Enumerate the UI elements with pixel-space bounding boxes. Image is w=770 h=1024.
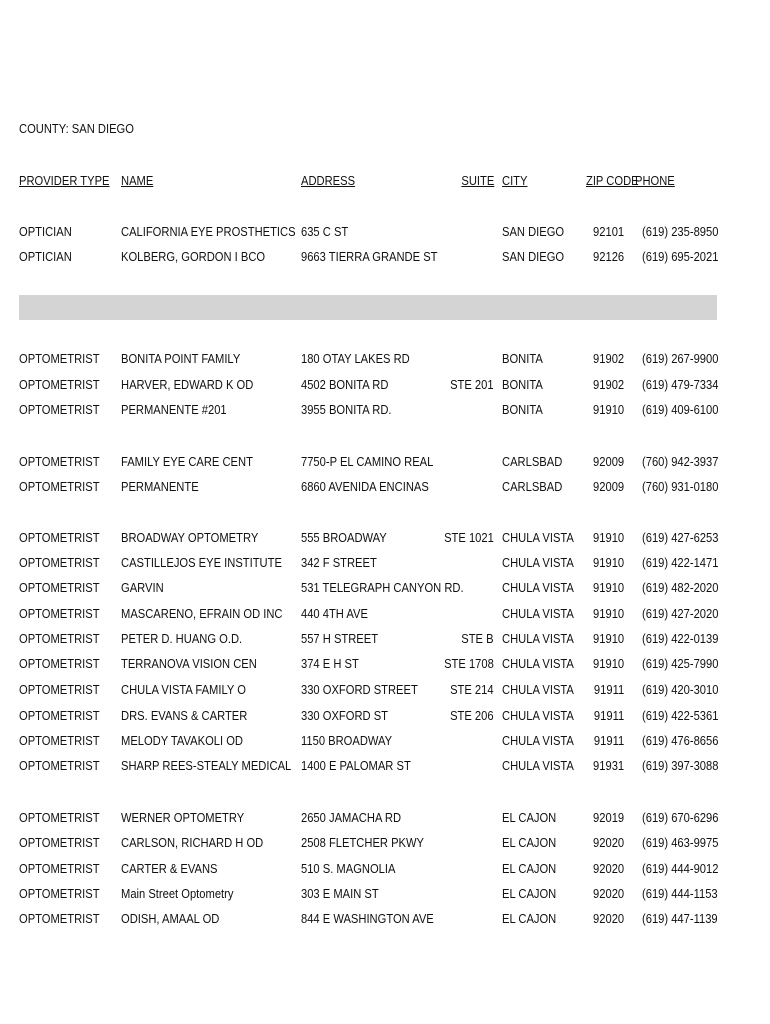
- provider-type-cell: OPTOMETRIST: [19, 580, 100, 595]
- suite-cell: STE 201: [450, 377, 494, 392]
- table-row: [0, 224, 770, 240]
- city-cell: CHULA VISTA: [502, 580, 574, 595]
- address-cell: 303 E MAIN ST: [301, 886, 379, 901]
- address-cell: 3955 BONITA RD.: [301, 402, 392, 417]
- city-cell: CHULA VISTA: [502, 606, 574, 621]
- zip-cell: 91910: [592, 580, 624, 595]
- zip-cell: 92020: [592, 911, 624, 926]
- table-row: [0, 656, 770, 672]
- zip-cell: 91910: [592, 631, 624, 646]
- suite-cell: STE 206: [450, 708, 494, 723]
- zip-cell: 92126: [592, 249, 624, 264]
- address-cell: 531 TELEGRAPH CANYON RD.: [301, 580, 464, 595]
- phone-cell: (760) 942-3937: [642, 454, 719, 469]
- name-cell: CHULA VISTA FAMILY O: [121, 682, 246, 697]
- name-cell: PETER D. HUANG O.D.: [121, 631, 243, 646]
- table-row: [0, 758, 770, 774]
- table-row: [0, 911, 770, 927]
- city-cell: CHULA VISTA: [502, 656, 574, 671]
- name-cell: PERMANENTE #201: [121, 402, 227, 417]
- name-cell: CARLSON, RICHARD H OD: [121, 835, 264, 850]
- provider-type-cell: OPTOMETRIST: [19, 402, 100, 417]
- zip-cell: 91910: [592, 555, 624, 570]
- city-cell: CHULA VISTA: [502, 682, 574, 697]
- city-cell: BONITA: [502, 377, 543, 392]
- zip-cell: 91910: [592, 606, 624, 621]
- address-cell: 510 S. MAGNOLIA: [301, 861, 396, 876]
- address-cell: 330 OXFORD STREET: [301, 682, 418, 697]
- table-row: [0, 861, 770, 877]
- zip-cell: 92101: [592, 224, 624, 239]
- county-label: COUNTY: SAN DIEGO: [19, 121, 134, 136]
- phone-cell: (619) 427-2020: [642, 606, 719, 621]
- zip-cell: 92020: [592, 861, 624, 876]
- name-cell: CARTER & EVANS: [121, 861, 218, 876]
- city-cell: CHULA VISTA: [502, 733, 574, 748]
- provider-type-cell: OPTOMETRIST: [19, 708, 100, 723]
- address-cell: 180 OTAY LAKES RD: [301, 351, 410, 366]
- name-cell: HARVER, EDWARD K OD: [121, 377, 254, 392]
- address-cell: 2508 FLETCHER PKWY: [301, 835, 425, 850]
- city-cell: EL CAJON: [502, 835, 557, 850]
- table-row: [0, 377, 770, 393]
- city-cell: CHULA VISTA: [502, 555, 574, 570]
- name-cell: MASCARENO, EFRAIN OD INC: [121, 606, 283, 621]
- provider-type-cell: OPTOMETRIST: [19, 631, 100, 646]
- city-cell: EL CAJON: [502, 861, 557, 876]
- phone-cell: (760) 931-0180: [642, 479, 719, 494]
- address-cell: 330 OXFORD ST: [301, 708, 388, 723]
- name-cell: KOLBERG, GORDON I BCO: [121, 249, 266, 264]
- city-cell: EL CAJON: [502, 911, 557, 926]
- zip-cell: 91911: [593, 708, 624, 723]
- provider-type-cell: OPTOMETRIST: [19, 377, 100, 392]
- suite-cell: STE 214: [450, 682, 494, 697]
- provider-type-cell: OPTOMETRIST: [19, 682, 100, 697]
- phone-cell: (619) 482-2020: [642, 580, 719, 595]
- section-divider-band: [19, 295, 717, 320]
- zip-cell: 92020: [592, 835, 624, 850]
- provider-type-cell: OPTOMETRIST: [19, 351, 100, 366]
- phone-cell: (619) 479-7334: [642, 377, 719, 392]
- name-cell: WERNER OPTOMETRY: [121, 810, 245, 825]
- zip-cell: 91902: [592, 351, 624, 366]
- provider-type-cell: OPTOMETRIST: [19, 606, 100, 621]
- address-cell: 6860 AVENIDA ENCINAS: [301, 479, 429, 494]
- phone-cell: (619) 444-1153: [642, 886, 718, 901]
- name-cell: DRS. EVANS & CARTER: [121, 708, 248, 723]
- name-cell: MELODY TAVAKOLI OD: [121, 733, 243, 748]
- address-cell: 2650 JAMACHA RD: [301, 810, 402, 825]
- table-row: [0, 631, 770, 647]
- table-row: [0, 580, 770, 596]
- address-cell: 1150 BROADWAY: [301, 733, 393, 748]
- table-row: [0, 835, 770, 851]
- provider-type-cell: OPTOMETRIST: [19, 886, 100, 901]
- phone-cell: (619) 447-1139: [642, 911, 718, 926]
- name-cell: Main Street Optometry: [121, 886, 234, 901]
- table-row: [0, 249, 770, 265]
- phone-cell: (619) 463-9975: [642, 835, 719, 850]
- phone-cell: (619) 235-8950: [642, 224, 719, 239]
- table-row: [0, 555, 770, 571]
- header-city: CITY: [502, 173, 528, 188]
- name-cell: ODISH, AMAAL OD: [121, 911, 220, 926]
- phone-cell: (619) 425-7990: [642, 656, 719, 671]
- header-zip: ZIP CODE: [586, 173, 639, 188]
- zip-cell: 91910: [592, 402, 624, 417]
- provider-type-cell: OPTOMETRIST: [19, 810, 100, 825]
- provider-type-cell: OPTOMETRIST: [19, 758, 100, 773]
- zip-cell: 92009: [592, 454, 624, 469]
- provider-type-cell: OPTOMETRIST: [19, 479, 100, 494]
- name-cell: BONITA POINT FAMILY: [121, 351, 241, 366]
- provider-type-cell: OPTOMETRIST: [19, 835, 100, 850]
- zip-cell: 91910: [592, 656, 624, 671]
- suite-cell: STE 1708: [444, 656, 494, 671]
- address-cell: 557 H STREET: [301, 631, 379, 646]
- name-cell: TERRANOVA VISION CEN: [121, 656, 257, 671]
- address-cell: 374 E H ST: [301, 656, 359, 671]
- zip-cell: 91911: [593, 682, 624, 697]
- address-cell: 1400 E PALOMAR ST: [301, 758, 411, 773]
- header-address: ADDRESS: [301, 173, 356, 188]
- phone-cell: (619) 427-6253: [642, 530, 719, 545]
- city-cell: SAN DIEGO: [502, 249, 565, 264]
- table-row: [0, 351, 770, 367]
- phone-cell: (619) 476-8656: [642, 733, 719, 748]
- city-cell: SAN DIEGO: [502, 224, 565, 239]
- address-cell: 4502 BONITA RD: [301, 377, 389, 392]
- city-cell: BONITA: [502, 402, 543, 417]
- suite-cell: STE B: [461, 631, 494, 646]
- table-row: [0, 606, 770, 622]
- phone-cell: (619) 409-6100: [642, 402, 719, 417]
- address-cell: 342 F STREET: [301, 555, 377, 570]
- provider-type-cell: OPTOMETRIST: [19, 911, 100, 926]
- name-cell: PERMANENTE: [121, 479, 199, 494]
- address-cell: 844 E WASHINGTON AVE: [301, 911, 434, 926]
- city-cell: BONITA: [502, 351, 543, 366]
- header-provider-type: PROVIDER TYPE: [19, 173, 110, 188]
- provider-type-cell: OPTOMETRIST: [19, 530, 100, 545]
- table-row: [0, 886, 770, 902]
- name-cell: CALIFORNIA EYE PROSTHETICS: [121, 224, 296, 239]
- table-row: [0, 733, 770, 749]
- address-cell: 635 C ST: [301, 224, 349, 239]
- city-cell: CHULA VISTA: [502, 758, 574, 773]
- table-row: [0, 402, 770, 418]
- phone-cell: (619) 695-2021: [642, 249, 719, 264]
- city-cell: CHULA VISTA: [502, 530, 574, 545]
- zip-cell: 92020: [592, 886, 624, 901]
- address-cell: 555 BROADWAY: [301, 530, 387, 545]
- table-row: [0, 810, 770, 826]
- phone-cell: (619) 444-9012: [642, 861, 719, 876]
- phone-cell: (619) 267-9900: [642, 351, 719, 366]
- provider-type-cell: OPTOMETRIST: [19, 733, 100, 748]
- zip-cell: 91902: [592, 377, 624, 392]
- table-row: [0, 454, 770, 470]
- header-row: [0, 173, 770, 189]
- provider-type-cell: OPTOMETRIST: [19, 656, 100, 671]
- zip-cell: 92019: [592, 810, 624, 825]
- address-cell: 7750-P EL CAMINO REAL: [301, 454, 434, 469]
- city-cell: EL CAJON: [502, 886, 557, 901]
- city-cell: CHULA VISTA: [502, 708, 574, 723]
- city-cell: EL CAJON: [502, 810, 557, 825]
- address-cell: 9663 TIERRA GRANDE ST: [301, 249, 438, 264]
- provider-type-cell: OPTOMETRIST: [19, 861, 100, 876]
- zip-cell: 91931: [592, 758, 624, 773]
- zip-cell: 91910: [592, 530, 624, 545]
- zip-cell: 92009: [592, 479, 624, 494]
- table-row: [0, 682, 770, 698]
- table-row: [0, 708, 770, 724]
- provider-type-cell: OPTOMETRIST: [19, 555, 100, 570]
- city-cell: CARLSBAD: [502, 454, 563, 469]
- header-suite: SUITE: [461, 173, 494, 188]
- suite-cell: STE 1021: [444, 530, 494, 545]
- provider-type-cell: OPTICIAN: [19, 224, 72, 239]
- provider-type-cell: OPTOMETRIST: [19, 454, 100, 469]
- name-cell: BROADWAY OPTOMETRY: [121, 530, 259, 545]
- name-cell: SHARP REES-STEALY MEDICAL: [121, 758, 292, 773]
- header-name: NAME: [121, 173, 154, 188]
- phone-cell: (619) 422-5361: [642, 708, 719, 723]
- address-cell: 440 4TH AVE: [301, 606, 368, 621]
- table-row: [0, 530, 770, 546]
- city-cell: CARLSBAD: [502, 479, 563, 494]
- header-phone: PHONE: [635, 173, 675, 188]
- name-cell: GARVIN: [121, 580, 164, 595]
- phone-cell: (619) 422-0139: [642, 631, 719, 646]
- zip-cell: 91911: [593, 733, 624, 748]
- name-cell: CASTILLEJOS EYE INSTITUTE: [121, 555, 282, 570]
- phone-cell: (619) 422-1471: [642, 555, 719, 570]
- city-cell: CHULA VISTA: [502, 631, 574, 646]
- phone-cell: (619) 397-3088: [642, 758, 719, 773]
- provider-type-cell: OPTICIAN: [19, 249, 72, 264]
- name-cell: FAMILY EYE CARE CENT: [121, 454, 253, 469]
- phone-cell: (619) 670-6296: [642, 810, 719, 825]
- table-row: [0, 479, 770, 495]
- phone-cell: (619) 420-3010: [642, 682, 719, 697]
